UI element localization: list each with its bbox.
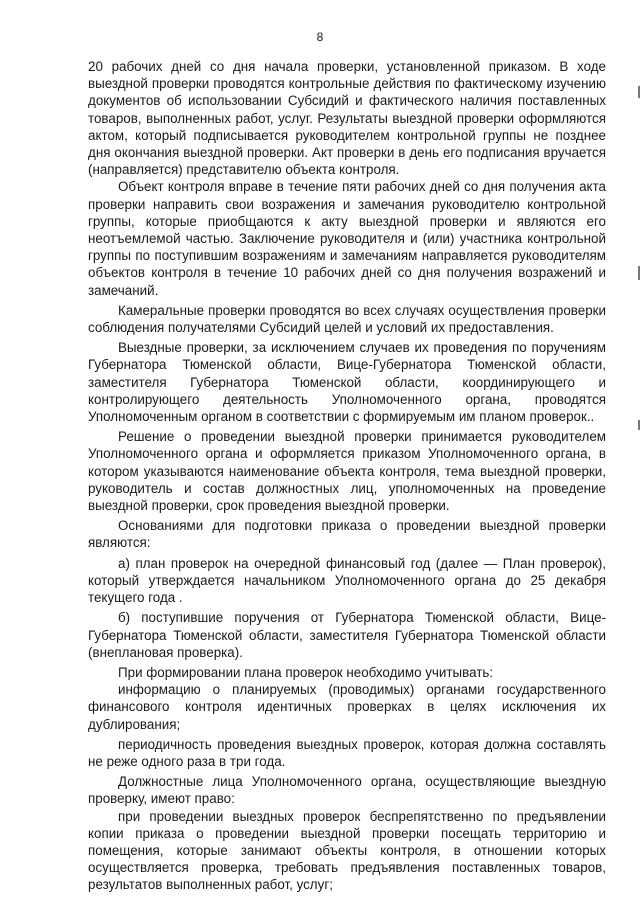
list-item-a: а) план проверок на очередной финансовый год (далее — План проверок), который утверждается начальником Уполномоченного органа до 25 декабря текущего года . [88,555,606,606]
paragraph-4: Выездные проверки, за исключением случаев их проведения по поручениям Губернатора Тюменской области, Вице-Губернатора Тюменской области, заместителя Губернатора Тюменской области, координирующего и контролирующего деятельность Уполномоченного органа, проводятся Уполномоченным органом в соответствии с формируемым им планом проверок.. [88,340,606,425]
paragraph-6: Основаниями для подготовки приказа о проведении выездной проверки являются: [88,518,606,551]
paragraph-5: Решение о проведении выездной проверки принимается руководителем Уполномоченного органа и оформляется приказом Уполномоченного органа, в котором указываются наименование объекта контроля, тема выездной проверки, руководитель и состав должностных лиц, уполномоченных на проведение выездной проверки, срок проведения выездной проверки. [88,429,606,514]
paragraph-11: при проведении выездных проверок беспрепятственно по предъявлении копии приказа о проведении выездной проверки посещать территорию и помещения, которые занимают объекты контроля, в отношении которых осуществляется проверка, требовать предъявления поставленных товаров, результатов выполненных работ, услуг; [88,808,606,893]
list-item-b: б) поступившие поручения от Губернатора Тюменской области, Вице-Губернатора Тюменской области, заместителя Губернатора Тюменской области (внеплановая проверка). [88,610,606,660]
paragraph-1: 20 рабочих дней со дня начала проверки, установленной приказом. В ходе выездной проверки проводятся контрольные действия по фактическому изучению документов об использовании Субсидий и фактического наличия поставленных товаров, выполненных работ, услуг. Результаты выездной проверки оформляются актом, который подписывается руководителем контрольной группы не позднее дня окончания выездной проверки. Акт проверки в день его подписания вручается (направляется) представителю объекта контроля. [88,59,606,178]
paragraph-7: При формировании плана проверок необходимо учитывать: [118,664,494,680]
paragraph-2: Объект контроля вправе в течение пяти рабочих дней со дня получения акта проверки направить свои возражения и замечания руководителю контрольной группы, которые приобщаются к акту выездной проверки и являются его неотъемлемой частью. Заключение руководителя и (или) участника контрольной группы по поступившим возражениям и замечаниям направляется руководителям объектов контроля в течение 10 рабочих дней со дня получения возражений и замечаний. [88,179,606,298]
paragraph-10: Должностные лица Уполномоченного органа, осуществляющие выездную проверку, имеют право: [88,774,606,807]
paragraph-8: информацию о планируемых (проводимых) органами государственного финансового контроля идентичных проверках в целях исключения их дублирования; [88,682,606,732]
page-number: 8 [316,30,324,44]
paragraph-9: периодичность проведения выездных проверок, которая должна составлять не реже одного раза в три года. [88,736,606,769]
paragraph-3: Камеральные проверки проводятся во всех случаях осуществления проверки соблюдения получателями Субсидий целей и условий их предоставления. [88,302,606,336]
document-body [88,58,606,894]
